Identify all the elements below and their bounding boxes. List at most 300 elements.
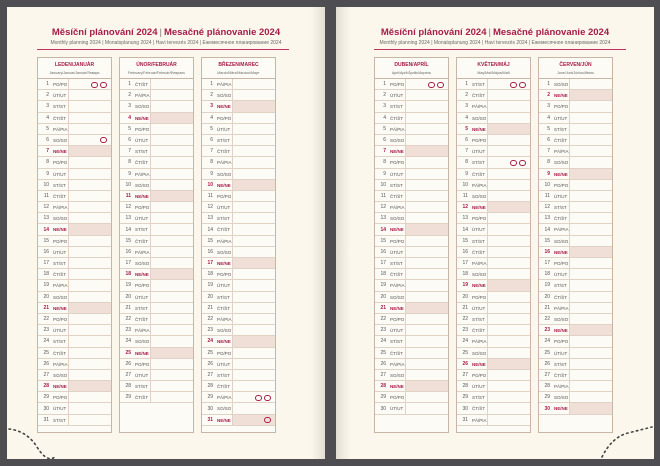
day-row[interactable] — [202, 359, 275, 370]
note-cell[interactable] — [406, 269, 448, 279]
note-cell[interactable] — [488, 303, 530, 313]
day-row[interactable] — [120, 135, 193, 146]
note-cell[interactable] — [151, 124, 193, 134]
day-row[interactable] — [202, 348, 275, 359]
day-row[interactable] — [539, 403, 612, 414]
day-row[interactable] — [120, 90, 193, 101]
day-row[interactable] — [38, 359, 111, 370]
note-cell[interactable] — [488, 336, 530, 346]
note-cell[interactable] — [570, 146, 612, 156]
note-cell[interactable] — [406, 169, 448, 179]
note-cell[interactable] — [151, 269, 193, 279]
day-row[interactable] — [375, 191, 448, 202]
day-row[interactable] — [457, 359, 530, 370]
note-cell[interactable] — [151, 303, 193, 313]
note-cell[interactable] — [488, 101, 530, 111]
day-row[interactable] — [202, 303, 275, 314]
day-row[interactable] — [38, 269, 111, 280]
day-row[interactable] — [375, 392, 448, 403]
note-cell[interactable] — [406, 101, 448, 111]
note-cell[interactable] — [233, 79, 275, 89]
day-row[interactable] — [120, 303, 193, 314]
note-cell[interactable] — [488, 381, 530, 391]
day-row[interactable] — [202, 113, 275, 124]
day-row[interactable] — [457, 336, 530, 347]
note-cell[interactable] — [151, 258, 193, 268]
note-cell[interactable] — [488, 370, 530, 380]
day-row[interactable] — [120, 169, 193, 180]
note-cell[interactable] — [233, 135, 275, 145]
note-cell[interactable] — [151, 213, 193, 223]
note-cell[interactable] — [406, 213, 448, 223]
note-cell[interactable] — [488, 348, 530, 358]
note-cell[interactable] — [233, 224, 275, 234]
note-cell[interactable] — [570, 269, 612, 279]
note-cell[interactable] — [570, 101, 612, 111]
note-cell[interactable] — [69, 403, 111, 413]
day-row[interactable] — [38, 292, 111, 303]
note-cell[interactable] — [488, 169, 530, 179]
day-row[interactable] — [202, 191, 275, 202]
note-cell[interactable] — [151, 202, 193, 212]
note-cell[interactable] — [570, 258, 612, 268]
note-cell[interactable] — [406, 113, 448, 123]
day-row[interactable] — [539, 269, 612, 280]
day-row[interactable] — [120, 124, 193, 135]
day-row[interactable] — [202, 258, 275, 269]
day-row[interactable] — [202, 381, 275, 392]
note-cell[interactable] — [406, 325, 448, 335]
day-row[interactable] — [38, 146, 111, 157]
note-cell[interactable] — [151, 314, 193, 324]
note-cell[interactable] — [233, 258, 275, 268]
note-cell[interactable] — [570, 403, 612, 413]
note-cell[interactable] — [69, 101, 111, 111]
note-cell[interactable] — [151, 381, 193, 391]
day-row[interactable] — [539, 236, 612, 247]
note-cell[interactable] — [570, 359, 612, 369]
day-row[interactable] — [457, 381, 530, 392]
day-row[interactable] — [539, 113, 612, 124]
day-row[interactable] — [38, 135, 111, 146]
day-row[interactable] — [539, 359, 612, 370]
note-cell[interactable] — [151, 191, 193, 201]
note-cell[interactable] — [233, 381, 275, 391]
day-row[interactable] — [539, 303, 612, 314]
day-row[interactable] — [120, 224, 193, 235]
day-row[interactable] — [457, 303, 530, 314]
note-cell[interactable] — [233, 180, 275, 190]
note-cell[interactable] — [151, 236, 193, 246]
day-row[interactable] — [38, 191, 111, 202]
day-row[interactable] — [375, 325, 448, 336]
note-cell[interactable] — [233, 292, 275, 302]
note-cell[interactable] — [233, 90, 275, 100]
note-cell[interactable] — [151, 348, 193, 358]
day-row[interactable] — [202, 169, 275, 180]
day-row[interactable] — [202, 101, 275, 112]
day-row[interactable] — [375, 280, 448, 291]
note-cell[interactable] — [69, 236, 111, 246]
day-row[interactable] — [375, 124, 448, 135]
day-row[interactable] — [457, 191, 530, 202]
note-cell[interactable] — [570, 303, 612, 313]
day-row[interactable] — [38, 113, 111, 124]
day-row[interactable] — [375, 303, 448, 314]
note-cell[interactable] — [570, 135, 612, 145]
note-cell[interactable] — [570, 392, 612, 402]
day-row[interactable] — [120, 191, 193, 202]
note-cell[interactable] — [151, 325, 193, 335]
note-cell[interactable] — [488, 403, 530, 413]
note-cell[interactable] — [69, 90, 111, 100]
note-cell[interactable] — [488, 146, 530, 156]
day-row[interactable] — [539, 202, 612, 213]
day-row[interactable] — [457, 280, 530, 291]
note-cell[interactable] — [406, 370, 448, 380]
day-row[interactable] — [120, 314, 193, 325]
note-cell[interactable] — [570, 370, 612, 380]
note-cell[interactable] — [69, 348, 111, 358]
day-row[interactable] — [202, 415, 275, 426]
day-row[interactable] — [375, 146, 448, 157]
day-row[interactable] — [120, 236, 193, 247]
day-row[interactable] — [202, 325, 275, 336]
note-cell[interactable] — [406, 336, 448, 346]
day-row[interactable] — [38, 258, 111, 269]
day-row[interactable] — [120, 269, 193, 280]
note-cell[interactable] — [406, 135, 448, 145]
day-row[interactable] — [539, 180, 612, 191]
day-row[interactable] — [375, 157, 448, 168]
note-cell[interactable] — [69, 224, 111, 234]
day-row[interactable] — [457, 124, 530, 135]
day-row[interactable] — [375, 135, 448, 146]
day-row[interactable] — [120, 292, 193, 303]
day-row[interactable] — [38, 213, 111, 224]
note-cell[interactable] — [488, 392, 530, 402]
day-row[interactable] — [202, 280, 275, 291]
day-row[interactable] — [457, 146, 530, 157]
day-row[interactable] — [375, 169, 448, 180]
note-cell[interactable] — [69, 191, 111, 201]
day-row[interactable] — [539, 191, 612, 202]
day-row[interactable] — [38, 348, 111, 359]
day-row[interactable] — [457, 101, 530, 112]
note-cell[interactable] — [151, 90, 193, 100]
day-row[interactable] — [457, 157, 530, 168]
note-cell[interactable] — [69, 336, 111, 346]
day-row[interactable] — [120, 247, 193, 258]
note-cell[interactable] — [233, 113, 275, 123]
note-cell[interactable] — [406, 124, 448, 134]
day-row[interactable] — [202, 202, 275, 213]
note-cell[interactable] — [406, 348, 448, 358]
note-cell[interactable] — [69, 202, 111, 212]
note-cell[interactable] — [151, 101, 193, 111]
day-row[interactable] — [539, 292, 612, 303]
day-row[interactable] — [457, 292, 530, 303]
note-cell[interactable] — [406, 381, 448, 391]
note-cell[interactable] — [69, 124, 111, 134]
note-cell[interactable] — [233, 269, 275, 279]
note-cell[interactable] — [570, 90, 612, 100]
day-row[interactable] — [38, 415, 111, 426]
day-row[interactable] — [38, 157, 111, 168]
note-cell[interactable] — [69, 247, 111, 257]
note-cell[interactable] — [406, 280, 448, 290]
note-cell[interactable] — [233, 101, 275, 111]
day-row[interactable] — [457, 213, 530, 224]
note-cell[interactable] — [69, 157, 111, 167]
note-cell[interactable] — [406, 224, 448, 234]
day-row[interactable] — [457, 79, 530, 90]
day-row[interactable] — [38, 101, 111, 112]
note-cell[interactable] — [69, 180, 111, 190]
day-row[interactable] — [457, 314, 530, 325]
note-cell[interactable] — [69, 269, 111, 279]
day-row[interactable] — [38, 381, 111, 392]
day-row[interactable] — [120, 79, 193, 90]
day-row[interactable] — [202, 146, 275, 157]
note-cell[interactable] — [570, 348, 612, 358]
note-cell[interactable] — [151, 359, 193, 369]
note-cell[interactable] — [233, 403, 275, 413]
note-cell[interactable] — [488, 269, 530, 279]
day-row[interactable] — [539, 370, 612, 381]
day-row[interactable] — [375, 403, 448, 414]
day-row[interactable] — [457, 258, 530, 269]
day-row[interactable] — [375, 370, 448, 381]
note-cell[interactable] — [488, 224, 530, 234]
note-cell[interactable] — [488, 90, 530, 100]
note-cell[interactable] — [488, 236, 530, 246]
note-cell[interactable] — [151, 180, 193, 190]
day-row[interactable] — [38, 280, 111, 291]
day-row[interactable] — [539, 101, 612, 112]
note-cell[interactable] — [406, 191, 448, 201]
note-cell[interactable] — [406, 303, 448, 313]
note-cell[interactable] — [233, 236, 275, 246]
day-row[interactable] — [539, 348, 612, 359]
day-row[interactable] — [202, 336, 275, 347]
day-row[interactable] — [120, 336, 193, 347]
day-row[interactable] — [457, 348, 530, 359]
day-row[interactable] — [38, 169, 111, 180]
day-row[interactable] — [202, 224, 275, 235]
day-row[interactable] — [375, 202, 448, 213]
note-cell[interactable] — [406, 292, 448, 302]
note-cell[interactable] — [151, 113, 193, 123]
day-row[interactable] — [375, 90, 448, 101]
note-cell[interactable] — [233, 325, 275, 335]
day-row[interactable] — [375, 269, 448, 280]
note-cell[interactable] — [69, 392, 111, 402]
day-row[interactable] — [539, 157, 612, 168]
note-cell[interactable] — [151, 370, 193, 380]
day-row[interactable] — [202, 269, 275, 280]
note-cell[interactable] — [488, 359, 530, 369]
note-cell[interactable] — [69, 381, 111, 391]
day-row[interactable] — [202, 79, 275, 90]
day-row[interactable] — [457, 113, 530, 124]
note-cell[interactable] — [488, 202, 530, 212]
day-row[interactable] — [202, 213, 275, 224]
note-cell[interactable] — [488, 124, 530, 134]
note-cell[interactable] — [406, 247, 448, 257]
day-row[interactable] — [120, 348, 193, 359]
note-cell[interactable] — [233, 124, 275, 134]
day-row[interactable] — [38, 90, 111, 101]
day-row[interactable] — [38, 224, 111, 235]
day-row[interactable] — [375, 336, 448, 347]
note-cell[interactable] — [570, 325, 612, 335]
day-row[interactable] — [120, 381, 193, 392]
note-cell[interactable] — [570, 213, 612, 223]
day-row[interactable] — [202, 314, 275, 325]
note-cell[interactable] — [406, 258, 448, 268]
note-cell[interactable] — [406, 392, 448, 402]
day-row[interactable] — [457, 415, 530, 426]
day-row[interactable] — [202, 403, 275, 414]
day-row[interactable] — [375, 258, 448, 269]
note-cell[interactable] — [406, 314, 448, 324]
note-cell[interactable] — [233, 303, 275, 313]
note-cell[interactable] — [570, 180, 612, 190]
day-row[interactable] — [120, 101, 193, 112]
note-cell[interactable] — [151, 224, 193, 234]
note-cell[interactable] — [406, 157, 448, 167]
note-cell[interactable] — [233, 415, 275, 425]
note-cell[interactable] — [488, 213, 530, 223]
note-cell[interactable] — [69, 146, 111, 156]
day-row[interactable] — [375, 359, 448, 370]
day-row[interactable] — [539, 336, 612, 347]
day-row[interactable] — [457, 236, 530, 247]
note-cell[interactable] — [69, 325, 111, 335]
note-cell[interactable] — [406, 79, 448, 89]
day-row[interactable] — [539, 314, 612, 325]
note-cell[interactable] — [406, 359, 448, 369]
day-row[interactable] — [38, 336, 111, 347]
note-cell[interactable] — [488, 157, 530, 167]
note-cell[interactable] — [151, 292, 193, 302]
note-cell[interactable] — [151, 146, 193, 156]
day-row[interactable] — [539, 325, 612, 336]
note-cell[interactable] — [488, 79, 530, 89]
day-row[interactable] — [539, 392, 612, 403]
day-row[interactable] — [457, 325, 530, 336]
note-cell[interactable] — [233, 169, 275, 179]
day-row[interactable] — [38, 247, 111, 258]
day-row[interactable] — [120, 180, 193, 191]
day-row[interactable] — [457, 269, 530, 280]
day-row[interactable] — [120, 392, 193, 403]
note-cell[interactable] — [570, 236, 612, 246]
note-cell[interactable] — [151, 79, 193, 89]
note-cell[interactable] — [151, 135, 193, 145]
note-cell[interactable] — [406, 202, 448, 212]
day-row[interactable] — [38, 392, 111, 403]
note-cell[interactable] — [570, 191, 612, 201]
day-row[interactable] — [457, 370, 530, 381]
day-row[interactable] — [375, 236, 448, 247]
note-cell[interactable] — [69, 370, 111, 380]
note-cell[interactable] — [233, 157, 275, 167]
day-row[interactable] — [457, 135, 530, 146]
day-row[interactable] — [38, 124, 111, 135]
note-cell[interactable] — [488, 191, 530, 201]
day-row[interactable] — [457, 169, 530, 180]
day-row[interactable] — [38, 236, 111, 247]
note-cell[interactable] — [488, 325, 530, 335]
day-row[interactable] — [375, 247, 448, 258]
note-cell[interactable] — [69, 314, 111, 324]
day-row[interactable] — [375, 224, 448, 235]
note-cell[interactable] — [570, 202, 612, 212]
note-cell[interactable] — [570, 381, 612, 391]
note-cell[interactable] — [406, 180, 448, 190]
note-cell[interactable] — [488, 415, 530, 425]
day-row[interactable] — [38, 314, 111, 325]
day-row[interactable] — [457, 202, 530, 213]
note-cell[interactable] — [69, 280, 111, 290]
note-cell[interactable] — [488, 113, 530, 123]
note-cell[interactable] — [488, 292, 530, 302]
day-row[interactable] — [539, 280, 612, 291]
day-row[interactable] — [375, 292, 448, 303]
note-cell[interactable] — [233, 247, 275, 257]
day-row[interactable] — [457, 224, 530, 235]
day-row[interactable] — [539, 169, 612, 180]
note-cell[interactable] — [488, 314, 530, 324]
note-cell[interactable] — [69, 292, 111, 302]
note-cell[interactable] — [488, 247, 530, 257]
note-cell[interactable] — [488, 180, 530, 190]
day-row[interactable] — [375, 113, 448, 124]
day-row[interactable] — [38, 325, 111, 336]
note-cell[interactable] — [570, 157, 612, 167]
day-row[interactable] — [539, 224, 612, 235]
note-cell[interactable] — [69, 135, 111, 145]
day-row[interactable] — [375, 381, 448, 392]
note-cell[interactable] — [69, 169, 111, 179]
note-cell[interactable] — [233, 202, 275, 212]
day-row[interactable] — [375, 180, 448, 191]
day-row[interactable] — [202, 292, 275, 303]
day-row[interactable] — [539, 213, 612, 224]
day-row[interactable] — [375, 213, 448, 224]
note-cell[interactable] — [488, 135, 530, 145]
day-row[interactable] — [202, 247, 275, 258]
note-cell[interactable] — [69, 415, 111, 425]
day-row[interactable] — [120, 370, 193, 381]
day-row[interactable] — [202, 124, 275, 135]
day-row[interactable] — [457, 247, 530, 258]
note-cell[interactable] — [233, 280, 275, 290]
note-cell[interactable] — [570, 224, 612, 234]
note-cell[interactable] — [69, 79, 111, 89]
day-row[interactable] — [202, 180, 275, 191]
day-row[interactable] — [38, 403, 111, 414]
note-cell[interactable] — [233, 314, 275, 324]
note-cell[interactable] — [69, 359, 111, 369]
note-cell[interactable] — [570, 113, 612, 123]
day-row[interactable] — [120, 113, 193, 124]
day-row[interactable] — [457, 403, 530, 414]
day-row[interactable] — [375, 101, 448, 112]
note-cell[interactable] — [406, 146, 448, 156]
